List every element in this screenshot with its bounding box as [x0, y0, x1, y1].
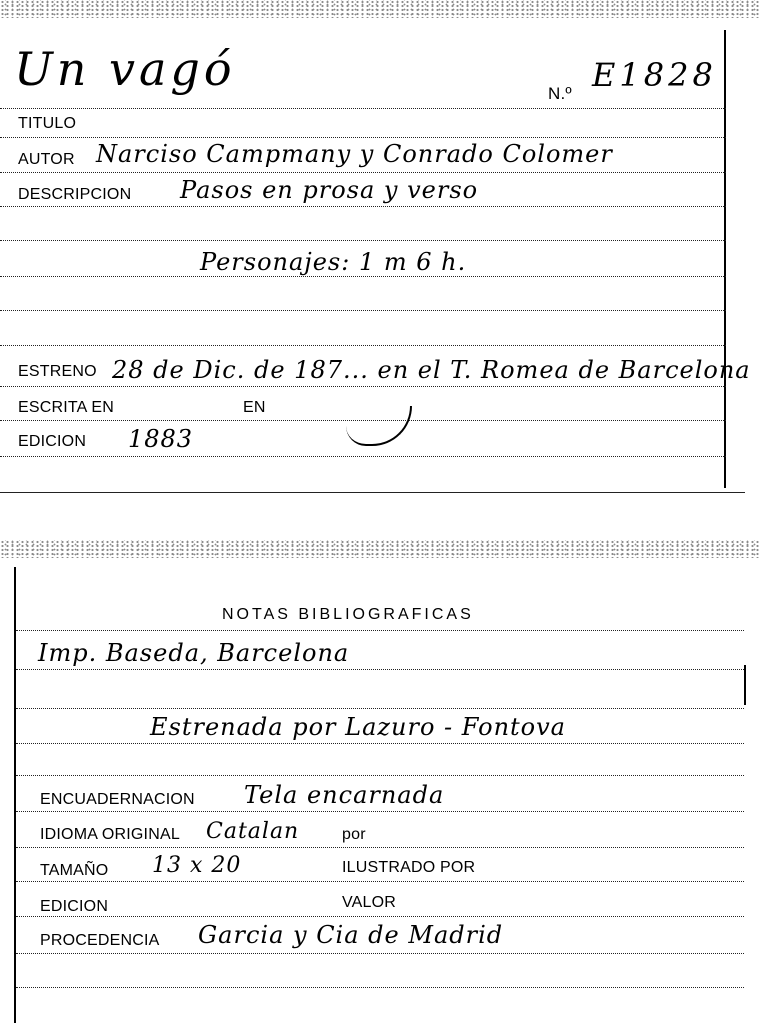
label-escrita-en: ESCRITA EN — [18, 399, 114, 416]
rule-b5 — [16, 775, 744, 776]
value-procedencia: Garcia y Cia de Madrid — [198, 921, 504, 949]
number-label: N.º — [548, 84, 572, 103]
heading-notas-bibliograficas: NOTAS BIBLIOGRAFICAS — [222, 606, 474, 623]
rule-7 — [0, 310, 726, 311]
label-titulo: TITULO — [18, 115, 77, 132]
label-tamano: TAMAÑO — [40, 862, 109, 879]
card-top-edge-texture — [0, 0, 759, 18]
label-estreno: ESTRENO — [18, 363, 97, 380]
value-edicion: 1883 — [128, 425, 194, 453]
rule-b9 — [16, 916, 744, 917]
card-bottom-left-border — [14, 567, 16, 1023]
label-valor: VALOR — [342, 894, 397, 911]
catalog-card-bottom — [0, 535, 759, 1028]
value-descripcion: Pasos en prosa y verso — [180, 176, 479, 204]
rule-b6 — [16, 811, 744, 812]
catalog-card-top — [0, 0, 759, 500]
label-ilustrado-por: ILUSTRADO POR — [342, 859, 476, 876]
label-edicion-bottom: EDICION — [40, 898, 109, 915]
value-tamano: 13 x 20 — [152, 853, 242, 878]
rule-b4 — [16, 743, 744, 744]
label-idioma-original: IDIOMA ORIGINAL — [40, 826, 180, 843]
card-top-bottom-edge — [0, 492, 745, 493]
rule-2 — [0, 137, 726, 138]
label-encuadernacion: ENCUADERNACION — [40, 791, 195, 808]
rule-8 — [0, 345, 726, 346]
value-idioma-original: Catalan — [206, 819, 300, 844]
rule-b8 — [16, 881, 744, 882]
card-bottom-right-mark — [744, 665, 746, 705]
value-estreno: 28 de Dic. de 187... en el T. Romea de Barcelona — [112, 356, 751, 384]
note-1: Imp. Baseda, Barcelona — [38, 639, 350, 667]
label-por: por — [342, 826, 366, 843]
rule-4 — [0, 206, 726, 207]
rule-b10 — [16, 953, 744, 954]
rule-b2 — [16, 669, 744, 670]
label-autor: AUTOR — [18, 151, 75, 168]
rule-10 — [0, 420, 726, 421]
rule-1 — [0, 108, 726, 109]
card-bottom-edge-texture — [0, 540, 759, 558]
rule-b1 — [16, 630, 744, 631]
label-en: EN — [243, 399, 266, 416]
rule-3 — [0, 172, 726, 173]
rule-6 — [0, 276, 726, 277]
catalog-number: E1828 — [592, 56, 717, 94]
rule-5 — [0, 240, 726, 241]
rule-9 — [0, 386, 726, 387]
value-encuadernacion: Tela encarnada — [244, 781, 445, 809]
label-descripcion: DESCRIPCION — [18, 186, 132, 203]
rule-b7 — [16, 847, 744, 848]
value-autor: Narciso Campmany y Conrado Colomer — [96, 140, 613, 168]
title-handwritten: Un vagó — [14, 42, 236, 96]
rule-b11 — [16, 987, 744, 988]
rule-b3 — [16, 708, 744, 709]
note-2: Estrenada por Lazuro - Fontova — [150, 713, 566, 741]
rule-11 — [0, 456, 726, 457]
value-personajes: Personajes: 1 m 6 h. — [200, 248, 467, 276]
faint-stamp-mark — [346, 406, 412, 446]
label-procedencia: PROCEDENCIA — [40, 932, 160, 949]
label-edicion: EDICION — [18, 433, 87, 450]
